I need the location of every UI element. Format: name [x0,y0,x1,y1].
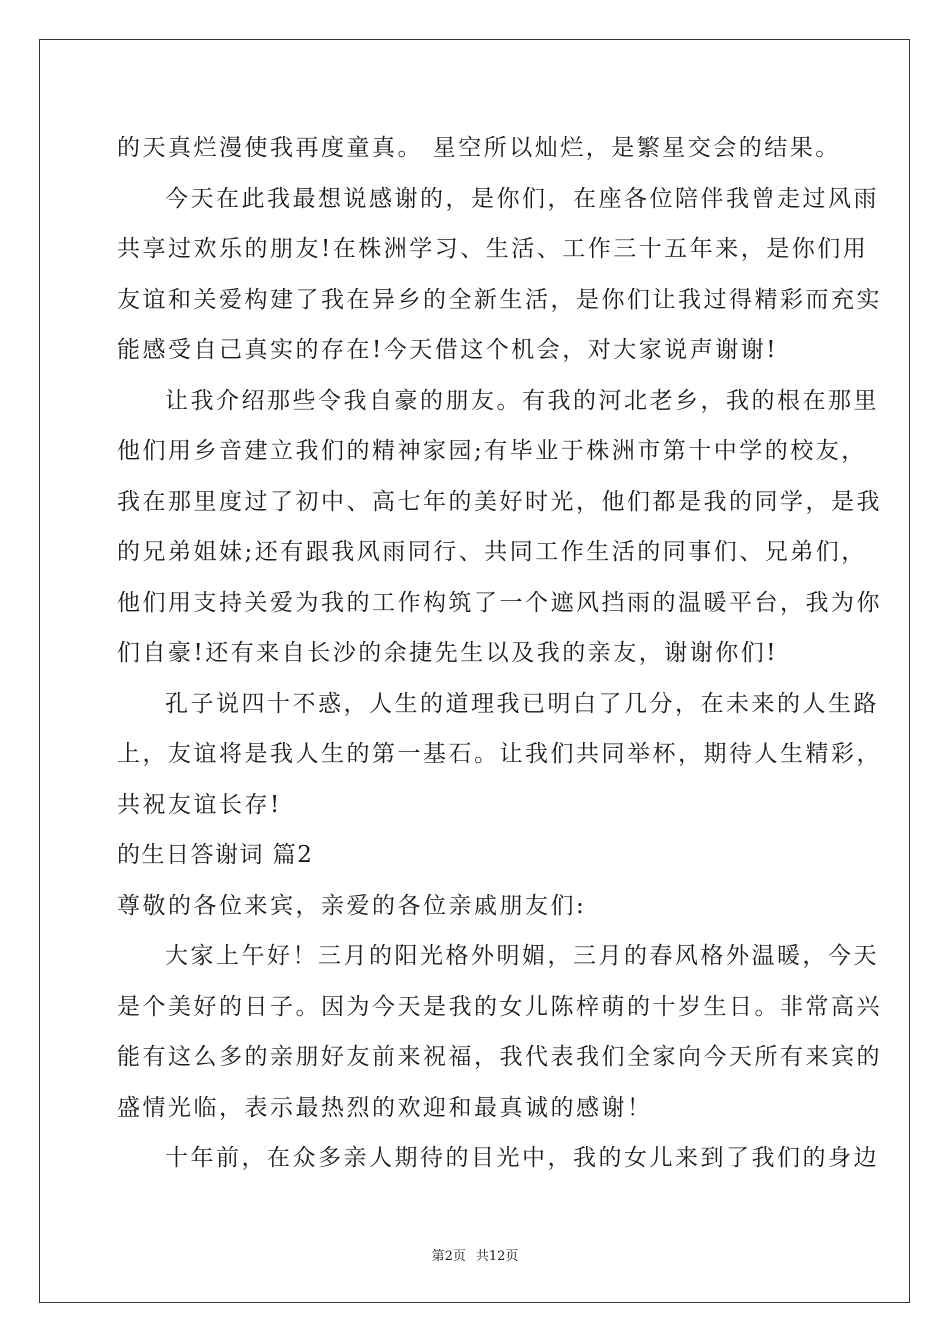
paragraph-line: 他们用支持关爱为我的工作构筑了一个遮风挡雨的温暖平台，我为你 [117,589,882,616]
page-total: 共12页 [475,1249,519,1264]
paragraph-line: 是个美好的日子。因为今天是我的女儿陈梓萌的十岁生日。非常高兴 [117,993,882,1020]
paragraph-line: 他们用乡音建立我们的精神家园;有毕业于株洲市第十中学的校友， [117,438,867,464]
paragraph-line: 能有这么多的亲朋好友前来祝福，我代表我们全家向今天所有来宾的 [117,1044,882,1070]
paragraph-line: 我在那里度过了初中、高七年的美好时光，他们都是我的同学，是我 [117,488,882,515]
document-body [117,128,882,1189]
paragraph-line: 的兄弟姐妹;还有跟我风雨同行、共同工作生活的同事们、兄弟们， [117,539,867,565]
paragraph-line: 大家上午好！三月的阳光格外明媚，三月的春风格外温暖，今天 [165,943,879,969]
paragraph-line: 盛情光临，表示最热烈的欢迎和最真诚的感谢！ [117,1094,653,1121]
paragraph-line: 的天真烂漫使我再度童真。 星空所以灿烂，是繁星交会的结果。 [117,135,841,161]
paragraph-line: 能感受自己真实的存在!今天借这个机会，对大家说声谢谢! [117,337,778,363]
paragraph-line: 友谊和关爱构建了我在异乡的全新生活，是你们让我过得精彩而充实 [117,286,882,313]
paragraph-line: 共享过欢乐的朋友!在株洲学习、生活、工作三十五年来，是你们用 [117,236,869,262]
paragraph-line: 十年前，在众多亲人期待的目光中，我的女儿来到了我们的身边 [165,1145,879,1171]
page-footer [0,1248,950,1266]
salutation-line: 尊敬的各位来宾，亲爱的各位亲戚朋友们: [117,892,587,919]
paragraph-line: 们自豪!还有来自长沙的余捷先生以及我的亲友，谢谢你们! [117,640,778,666]
paragraph-line: 上，友谊将是我人生的第一基石。让我们共同举杯，期待人生精彩， [117,741,882,767]
page-number: 第2页 [431,1249,466,1264]
paragraph-line: 共祝友谊长存! [117,791,282,818]
paragraph-line: 今天在此我最想说感谢的，是你们，在座各位陪伴我曾走过风雨 [165,185,879,212]
paragraph-line: 让我介绍那些令我自豪的朋友。有我的河北老乡，我的根在那里 [165,387,879,414]
paragraph-line: 孔子说四十不惑，人生的道理我已明白了几分，在未来的人生路 [165,690,879,717]
section-heading: 的生日答谢词 篇2 [117,842,314,868]
